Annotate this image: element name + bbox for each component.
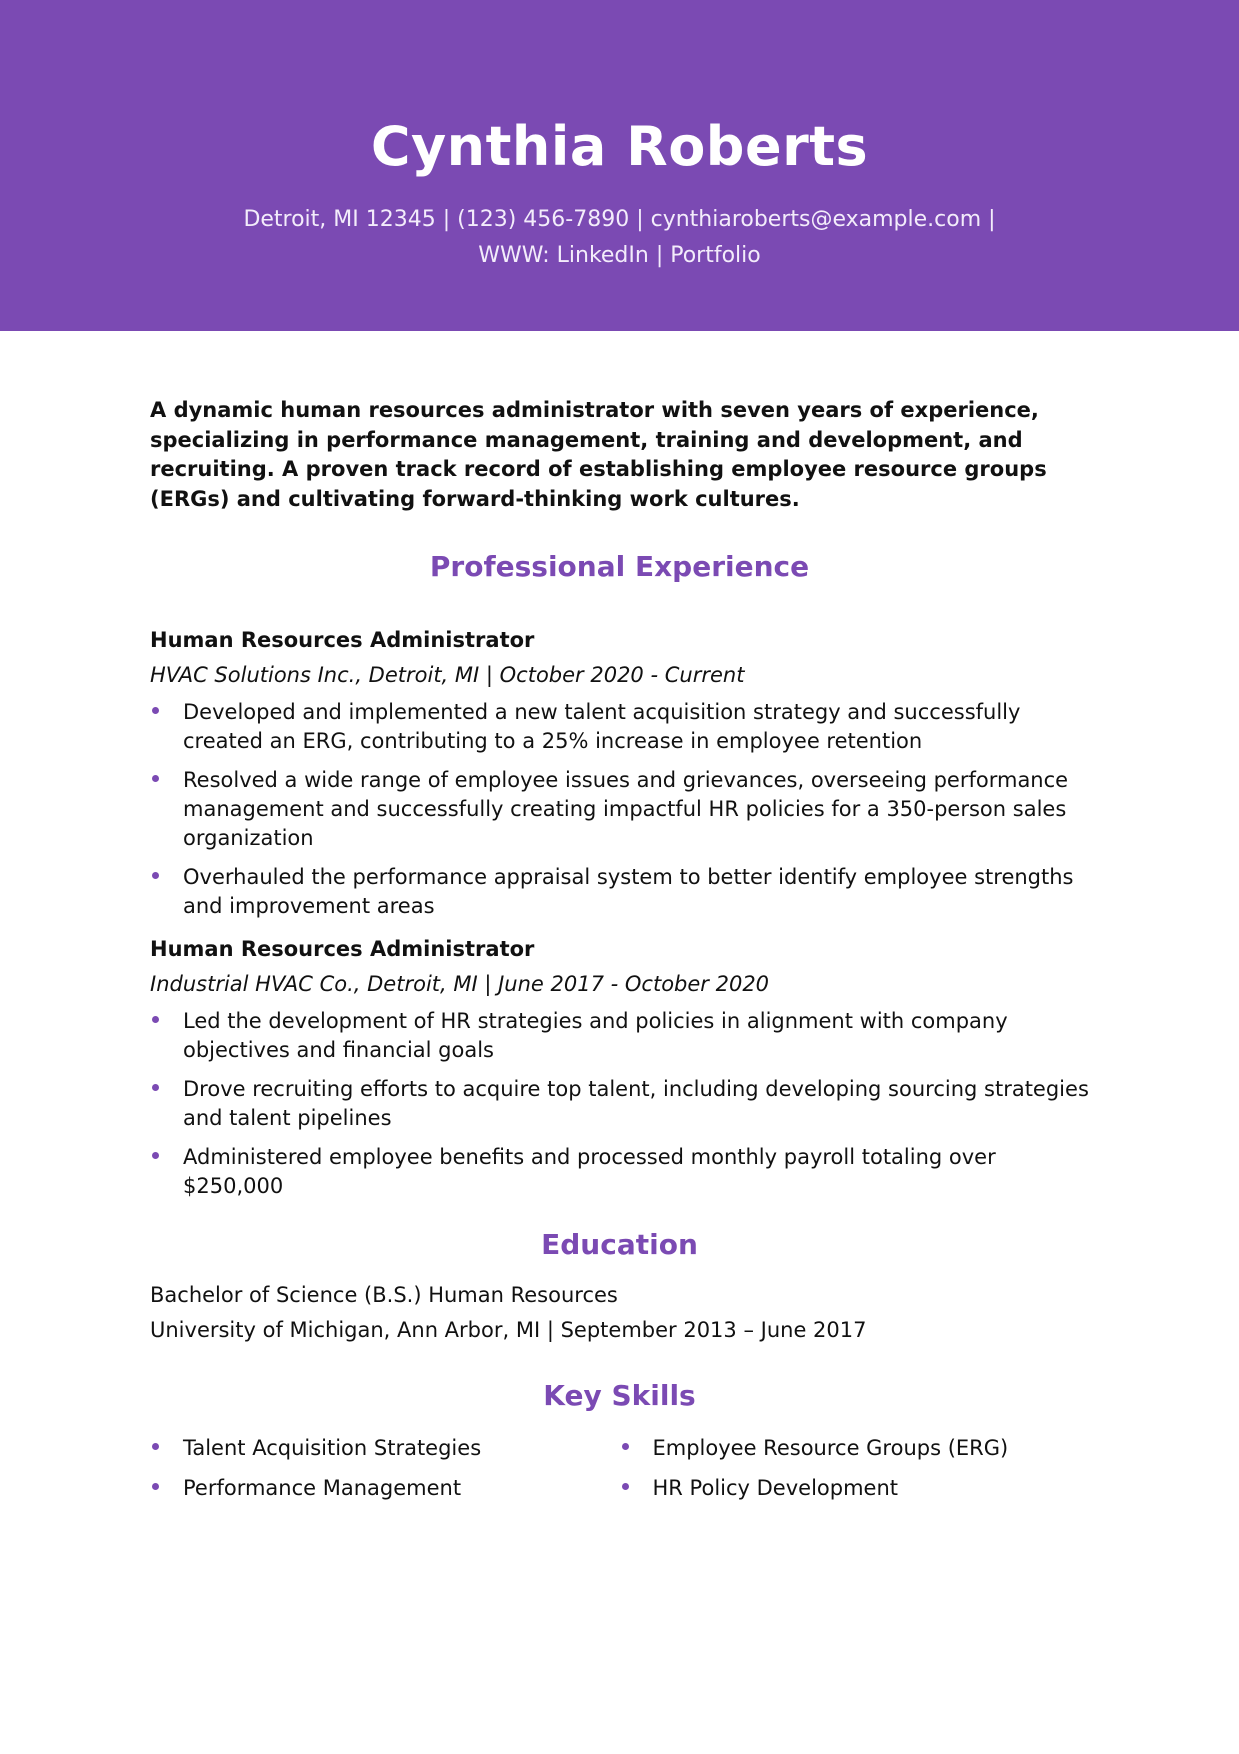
education-entry — [150, 1278, 1089, 1348]
job-title: Human Resources Administrator — [150, 937, 535, 961]
resume-body — [0, 331, 1239, 1514]
education-section — [150, 1227, 1089, 1348]
job-bullets — [150, 698, 1089, 921]
skills-list — [150, 1434, 1089, 1514]
contact-line-1: Detroit, MI 12345 | (123) 456-7890 | cynthiaroberts@example.com | — [243, 207, 996, 232]
skills-section — [150, 1378, 1089, 1514]
job-bullet: Developed and implemented a new talent acquisition strategy and successfully created an ERG, contributing to a 25% increase in employee retention — [150, 698, 1089, 756]
contact-info — [0, 202, 1239, 274]
job-bullet: Drove recruiting efforts to acquire top talent, including developing sourcing strategies and talent pipelines — [150, 1075, 1089, 1133]
professional-summary: A dynamic human resources administrator with seven years of experience, specializing in performance management, training and development, and recruiting. A proven track record of establishing employee resource groups (ERGs) and cultivating forward-thinking work cultures. — [150, 398, 1047, 511]
candidate-name: Cynthia Roberts — [370, 115, 869, 178]
education-school-dates: University of Michigan, Ann Arbor, MI | September 2013 – June 2017 — [150, 1318, 867, 1342]
experience-section — [150, 549, 1089, 1201]
job-title: Human Resources Administrator — [150, 628, 535, 652]
job-bullet: Led the development of HR strategies and policies in alignment with company objectives and financial goals — [150, 1007, 1089, 1065]
skill-item: Talent Acquisition Strategies — [150, 1434, 620, 1463]
skills-heading: Key Skills — [543, 1379, 696, 1412]
contact-line-2: WWW: LinkedIn | Portfolio — [478, 243, 761, 268]
job-company-dates: Industrial HVAC Co., Detroit, MI | June 2017 - October 2020 — [150, 972, 770, 996]
job-bullet: Overhauled the performance appraisal system to better identify employee strengths and improvement areas — [150, 863, 1089, 921]
job-bullet: Administered employee benefits and processed monthly payroll totaling over $250,000 — [150, 1143, 1089, 1201]
education-heading: Education — [541, 1228, 698, 1261]
skill-item: Employee Resource Groups (ERG) — [620, 1434, 1090, 1463]
education-degree: Bachelor of Science (B.S.) Human Resources — [150, 1283, 618, 1307]
job-entry — [150, 934, 1089, 1201]
job-bullet: Resolved a wide range of employee issues and grievances, overseeing performance management and successfully creating impactful HR policies for a 350-person sales organization — [150, 766, 1089, 853]
skills-column-right — [620, 1434, 1090, 1514]
job-bullets — [150, 1007, 1089, 1201]
job-entry — [150, 625, 1089, 921]
skill-item: Performance Management — [150, 1474, 620, 1503]
job-company-dates: HVAC Solutions Inc., Detroit, MI | October 2020 - Current — [150, 663, 745, 687]
resume-header — [0, 0, 1239, 331]
skill-item: HR Policy Development — [620, 1474, 1090, 1503]
experience-heading: Professional Experience — [429, 550, 810, 583]
skills-column-left — [150, 1434, 620, 1514]
